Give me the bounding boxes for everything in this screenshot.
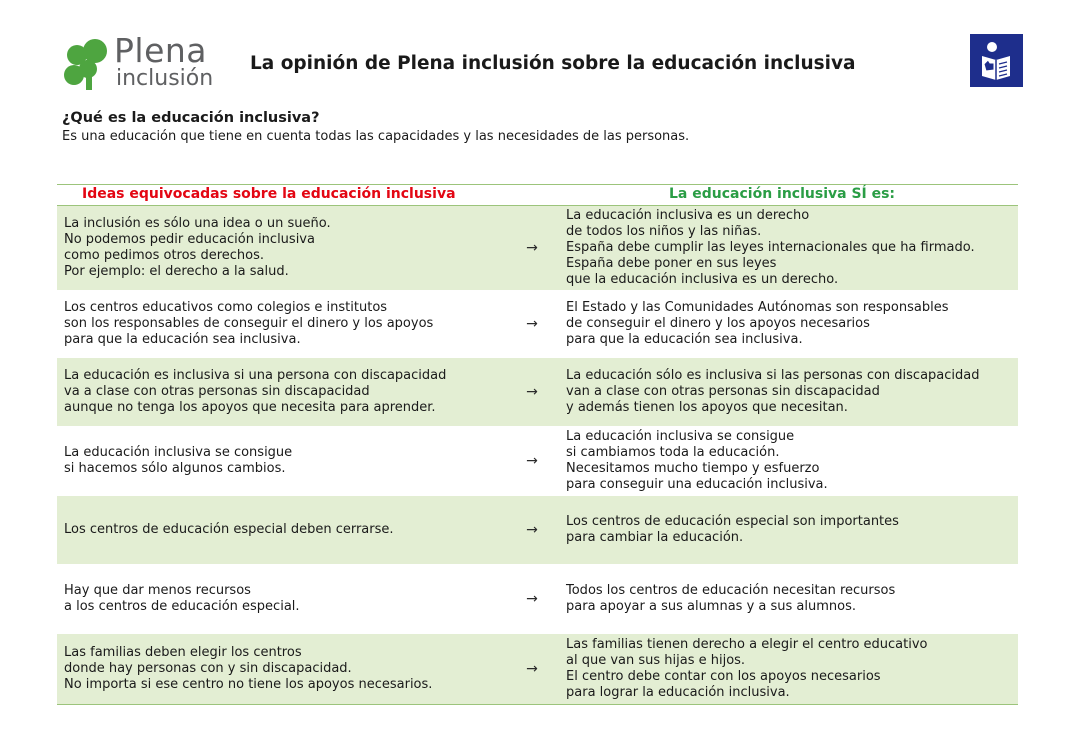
correct-idea-cell xyxy=(566,496,1016,564)
easy-read-badge xyxy=(970,34,1023,87)
wrong-idea-line: Los centros de educación especial deben cerrarse. xyxy=(64,522,394,537)
correct-idea-line: para lograr la educación inclusiva. xyxy=(566,685,790,700)
correct-idea-line: de conseguir el dinero y los apoyos necesarios xyxy=(566,316,870,331)
wrong-idea-line: No podemos pedir educación inclusiva xyxy=(64,232,315,247)
wrong-idea-line: Las familias deben elegir los centros xyxy=(64,645,302,660)
logo-word-inclusion: inclusión xyxy=(116,66,214,91)
correct-idea-line: y además tienen los apoyos que necesitan. xyxy=(566,400,848,415)
wrong-idea-line: va a clase con otras personas sin discapacidad xyxy=(64,384,370,399)
correct-idea-line: para conseguir una educación inclusiva. xyxy=(566,477,828,492)
correct-idea-cell xyxy=(566,291,1016,357)
wrong-idea-line: Hay que dar menos recursos xyxy=(64,583,251,598)
table-row xyxy=(57,496,1018,565)
arrow-right-icon: → xyxy=(526,661,538,677)
intro-answer xyxy=(62,128,762,146)
easy-read-icon xyxy=(970,34,1023,87)
intro-question: ¿Qué es la educación inclusiva? xyxy=(62,110,320,126)
correct-idea-line: Las familias tienen derecho a elegir el centro educativo xyxy=(566,637,928,652)
arrow-right-icon: → xyxy=(526,384,538,400)
correct-idea-line: La educación inclusiva se consigue xyxy=(566,429,795,444)
correct-idea-line: Todos los centros de educación necesitan recursos xyxy=(566,583,896,598)
correct-idea-line: para que la educación sea inclusiva. xyxy=(566,332,803,347)
page-title: La opinión de Plena inclusión sobre la educación inclusiva xyxy=(250,53,856,74)
wrong-idea-line: a los centros de educación especial. xyxy=(64,599,300,614)
arrow-right-icon: → xyxy=(526,316,538,332)
table-header xyxy=(57,184,1018,206)
correct-idea-cell xyxy=(566,565,1016,633)
wrong-idea-line: Los centros educativos como colegios e institutos xyxy=(64,300,388,315)
wrong-idea-line: donde hay personas con y sin discapacidad. xyxy=(64,661,352,676)
correct-idea-cell xyxy=(566,427,1016,495)
intro-section xyxy=(62,109,762,146)
wrong-idea-cell xyxy=(64,634,519,704)
wrong-idea-line: para que la educación sea inclusiva. xyxy=(64,332,301,347)
table-body xyxy=(57,206,1018,705)
wrong-idea-cell xyxy=(64,291,519,357)
arrow-right-icon: → xyxy=(526,453,538,469)
wrong-idea-line: son los responsables de conseguir el dinero y los apoyos xyxy=(64,316,434,331)
correct-idea-line: El Estado y las Comunidades Autónomas son responsables xyxy=(566,300,949,315)
correct-idea-line: que la educación inclusiva es un derecho. xyxy=(566,272,839,287)
correct-idea-line: si cambiamos toda la educación. xyxy=(566,445,780,460)
correct-idea-line: El centro debe contar con los apoyos necesarios xyxy=(566,669,881,684)
correct-idea-line: La educación inclusiva es un derecho xyxy=(566,208,810,223)
table-row xyxy=(57,358,1018,427)
correct-idea-line: España debe cumplir las leyes internacionales que ha firmado. xyxy=(566,240,975,255)
wrong-idea-line: Por ejemplo: el derecho a la salud. xyxy=(64,264,289,279)
wrong-idea-line: La inclusión es sólo una idea o un sueño. xyxy=(64,216,331,231)
comparison-table xyxy=(57,184,1018,705)
intro-answer-line: y las necesidades de las personas. xyxy=(463,129,690,144)
correct-idea-line: de todos los niños y las niñas. xyxy=(566,224,762,239)
correct-idea-line: España debe poner en sus leyes xyxy=(566,256,777,271)
wrong-idea-line: si hacemos sólo algunos cambios. xyxy=(64,461,286,476)
correct-idea-line: Necesitamos mucho tiempo y esfuerzo xyxy=(566,461,820,476)
table-row xyxy=(57,291,1018,358)
wrong-idea-cell xyxy=(64,358,519,426)
correct-idea-line: Los centros de educación especial son importantes xyxy=(566,514,899,529)
header-wrong-ideas: Ideas equivocadas sobre la educación inclusiva xyxy=(82,186,456,202)
arrow-right-icon: → xyxy=(526,522,538,538)
wrong-idea-cell xyxy=(64,565,519,633)
correct-idea-line: para apoyar a sus alumnas y a sus alumnos. xyxy=(566,599,856,614)
table-row xyxy=(57,427,1018,496)
correct-idea-line: para cambiar la educación. xyxy=(566,530,744,545)
correct-idea-line: van a clase con otras personas sin discapacidad xyxy=(566,384,880,399)
table-row xyxy=(57,206,1018,291)
correct-idea-cell xyxy=(566,206,1016,290)
wrong-idea-cell xyxy=(64,427,519,495)
wrong-idea-line: La educación inclusiva se consigue xyxy=(64,445,293,460)
correct-idea-line: La educación sólo es inclusiva si las personas con discapacidad xyxy=(566,368,980,383)
correct-idea-cell xyxy=(566,634,1016,704)
page-header xyxy=(0,0,1068,105)
correct-idea-line: al que van sus hijas e hijos. xyxy=(566,653,746,668)
clover-leaf-icon xyxy=(62,38,110,90)
logo-word-plena: Plena xyxy=(114,31,208,70)
wrong-idea-cell xyxy=(64,206,519,290)
wrong-idea-line: La educación es inclusiva si una persona con discapacidad xyxy=(64,368,447,383)
arrow-right-icon: → xyxy=(526,591,538,607)
wrong-idea-line: como pedimos otros derechos. xyxy=(64,248,265,263)
table-row xyxy=(57,634,1018,705)
wrong-idea-line: aunque no tenga los apoyos que necesita para aprender. xyxy=(64,400,436,415)
plena-inclusion-logo xyxy=(62,31,222,94)
intro-answer-line: Es una educación que tiene en cuenta todas las capacidades xyxy=(62,129,460,144)
arrow-right-icon: → xyxy=(526,240,538,256)
correct-idea-cell xyxy=(566,358,1016,426)
table-row xyxy=(57,565,1018,634)
wrong-idea-line: No importa si ese centro no tiene los apoyos necesarios. xyxy=(64,677,433,692)
wrong-idea-cell xyxy=(64,496,519,564)
header-correct-ideas: La educación inclusiva SÍ es: xyxy=(669,186,896,202)
